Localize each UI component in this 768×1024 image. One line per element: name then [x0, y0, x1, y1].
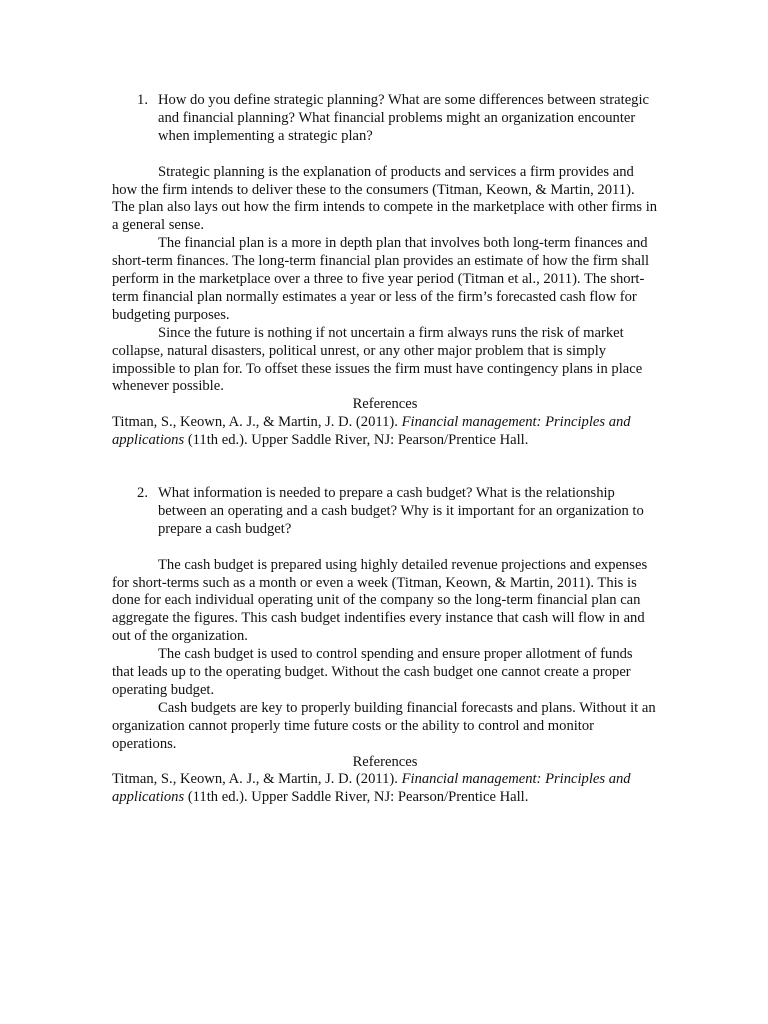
reference-publisher: (11th ed.). Upper Saddle River, NJ: Pearson/Prentice Hall. [184, 789, 529, 806]
reference-entry [112, 414, 658, 450]
question-number: 2. [137, 485, 148, 501]
question-2-item [112, 485, 658, 539]
answer-paragraph: Cash budgets are key to properly building financial forecasts and plans. Without it an organization cannot properly time future costs or the ability to control and monitor operations. [112, 699, 656, 752]
question-2-section [112, 485, 658, 807]
question-prompt: What information is needed to prepare a cash budget? What is the relationship between an operating and a cash budget? Why is it important for an organization to prepare a cash budget? [158, 485, 644, 537]
references-heading: References [352, 396, 418, 413]
question-1-item [112, 92, 658, 146]
references-heading: References [352, 753, 418, 770]
reference-entry [112, 771, 658, 807]
answer-paragraph: Since the future is nothing if not uncertain a firm always runs the risk of market collapse, natural disasters, political unrest, or any other major problem that is simply impossible to plan for. To offset these issues the firm must have contingency plans in place whenever possible. [112, 324, 643, 395]
answer-paragraph: The cash budget is used to control spending and ensure proper allotment of funds that leads up to the operating budget. Without the cash budget one cannot create a proper operating budget. [112, 646, 633, 698]
question-2-number-cell [112, 485, 158, 539]
question-1-number-cell [112, 92, 158, 146]
reference-title: Financial management: Principles and applications [112, 771, 631, 806]
answer-2 [112, 557, 658, 808]
answer-paragraph: Strategic planning is the explanation of products and services a firm provides and how the firm intends to deliver these to the consumers (Titman, Keown, & Martin, 2011). The plan also lays out how the firm intends to compete in the marketplace with other firms in a general sense. [112, 163, 658, 234]
reference-publisher: (11th ed.). Upper Saddle River, NJ: Pearson/Prentice Hall. [184, 432, 529, 449]
reference-authors: Titman, S., Keown, A. J., & Martin, J. D. (2011). [112, 771, 402, 788]
reference-title: Financial management: Principles and applications [112, 414, 631, 449]
answer-paragraph: The financial plan is a more in depth plan that involves both long-term finances and short-term finances. The long-term financial plan provides an estimate of how the firm shall perform in the marketplace over a three to five year period (Titman et al., 2011). The short-term financial plan normally estimates a year or less of the firm’s forecasted cash flow for budgeting purposes. [112, 235, 650, 323]
answer-1 [112, 164, 658, 451]
question-number: 1. [137, 92, 148, 108]
question-prompt: How do you define strategic planning? What are some differences between strategic and financial planning? What financial problems might an organization encounter when implementing a strategic plan? [158, 92, 649, 144]
answer-paragraph: The cash budget is prepared using highly detailed revenue projections and expenses for short-terms such as a month or even a week (Titman, Keown, & Martin, 2011). This is done for each individual operating unit of the company so the long-term financial plan can aggregate the figures. This cash budget indentifies every instance that cash will flow in and out of the organization. [112, 556, 648, 645]
reference-authors: Titman, S., Keown, A. J., & Martin, J. D. (2011). [112, 414, 402, 431]
question-1-section [112, 92, 658, 450]
